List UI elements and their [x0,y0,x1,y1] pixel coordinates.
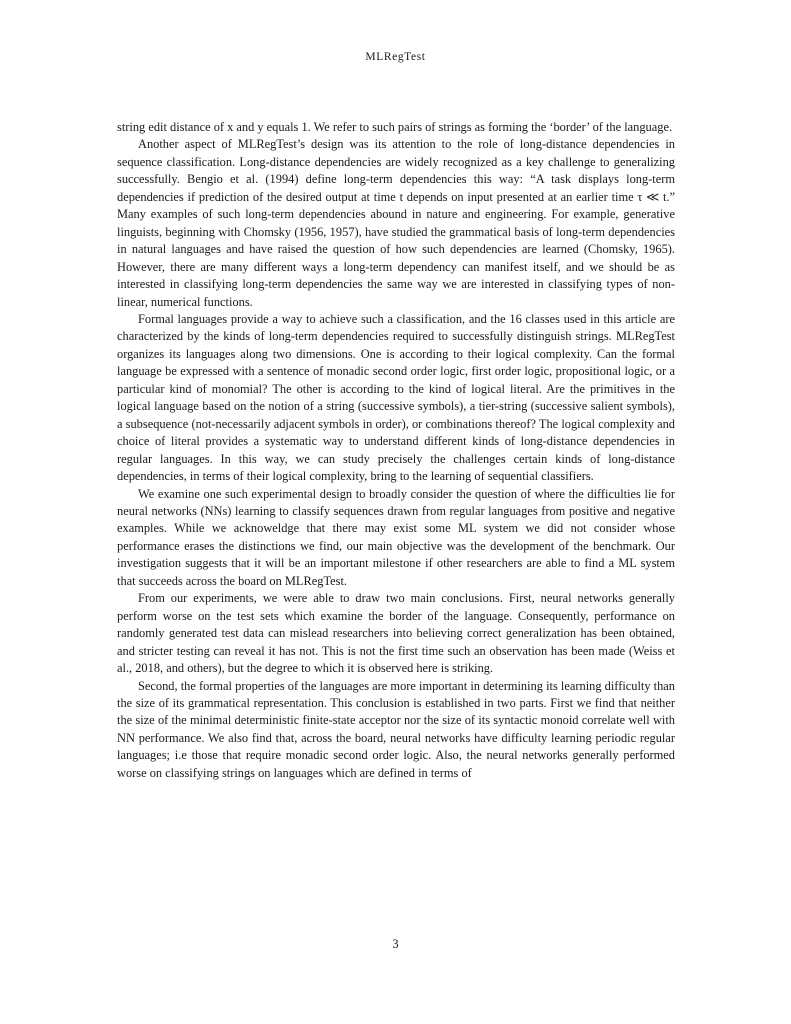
paragraph: string edit distance of x and y equals 1. We refer to such pairs of strings as forming the ‘border’ of the language. [117,120,673,134]
paragraph: Another aspect of MLRegTest’s design was its attention to the role of long-distance dependencies in sequence classification. Long-distance dependencies are widely recognized as a key challenge to generalizing successfully. Bengio et al. (1994) define long-term dependencies this way: “A task displays long-term dependencies if prediction of the desired output at time t depends on input presented at an earlier time τ ≪ t.” Many examples of such long-term dependencies abound in nature and engineering. For example, generative linguists, beginning with Chomsky (1956, 1957), have studied the grammatical basis of long-term dependencies in natural languages and have raised the question of how such dependencies are learned (Chomsky, 1965). However, there are many different ways a long-term dependency can manifest itself, and we should be as interested in classifying long-term dependencies the same way we are interested in classifying types of non-linear, numerical functions. [117,137,675,309]
paragraph: From our experiments, we were able to draw two main conclusions. First, neural networks generally perform worse on the test sets which examine the border of the language. Consequently, performance on randomly generated test data can mislead researchers into believing correct generalization has been obtained, and stricter testing can reveal it has not. This is not the first time such an observation has been made (Weiss et al., 2018, and others), but the degree to which it is observed here is striking. [117,591,675,676]
paragraph: Second, the formal properties of the languages are more important in determining its learning difficulty than the size of its grammatical representation. This conclusion is established in two parts. First we find that neither the size of the minimal deterministic finite-state acceptor nor the size of its syntactic monoid correlate well with NN performance. We also find that, across the board, neural networks have difficulty learning periodic regular languages; i.e those that require monadic second order logic. Also, the neural networks generally performed worse on classifying strings on languages which are defined in terms of [117,678,675,780]
running-header: MLRegTest [365,51,426,63]
paragraph: Formal languages provide a way to achieve such a classification, and the 16 classes used in this article are characterized by the kinds of long-term dependencies required to successfully distinguish strings. MLRegTest organizes its languages along two dimensions. One is according to their logical complexity. Can the formal language be expressed with a sentence of monadic second order logic, first order logic, propositional logic, or a particular kind of monomial? The other is according to the kind of logical literal. Are the primitives in the logical language based on the notion of a string (successive symbols), a tier-string (successive salient symbols), a subsequence (not-necessarily adjacent symbols in order), or combinations thereof? The logical complexity and choice of literal provides a systematic way to understand different kinds of long-distance dependencies in regular languages. In this way, we can study precisely the challenges certain kinds of long-distance dependencies, in terms of their logical complexity, bring to the learning of sequential classifiers. [117,311,675,484]
body-text [117,119,675,782]
page-number: 3 [392,937,399,951]
paragraph: We examine one such experimental design to broadly consider the question of where the difficulties lie for neural networks (NNs) learning to classify sequences drawn from regular languages from positive and negative examples. While we acknoweldge that there may exist some ML system we did not consider whose performance erases the distinctions we find, our main objective was the development of the benchmark. Our investigation suggests that it will be an important milestone if other researchers are able to find a ML system that succeeds across the board on MLRegTest. [117,486,675,588]
